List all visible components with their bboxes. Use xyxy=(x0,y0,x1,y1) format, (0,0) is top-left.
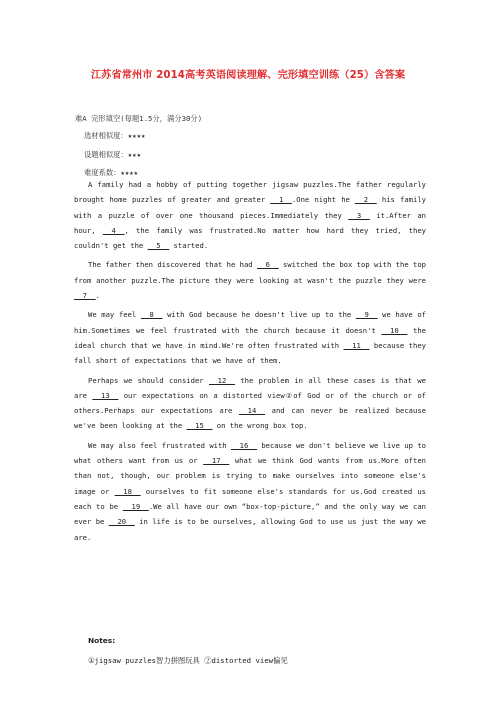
blank-20: __20__ xyxy=(108,517,135,527)
passage-text: our expectations on a distorted view②of God or of the church or of others.Perhaps our expectations are xyxy=(74,390,426,416)
blank-5: __5__ xyxy=(147,241,170,251)
blank-14: __14__ xyxy=(239,406,265,416)
passage-paragraph-5 xyxy=(74,438,426,545)
passage-paragraph-1 xyxy=(74,177,426,253)
passage-paragraph-3 xyxy=(74,307,426,368)
passage-text: ourselves to fit someone else's standards for us.God created us each to be xyxy=(74,486,426,511)
passage-text: We may feel xyxy=(88,310,141,320)
passage-text: the ideal church that we have in mind.We're often frustrated with xyxy=(74,325,426,350)
blank-12: __12__ xyxy=(208,375,235,385)
material-similarity-label: 选材相似度：★★★★ xyxy=(84,131,146,140)
blank-7: __7__ xyxy=(74,291,96,301)
passage-text: what we think God wants from us.More often than not, though, our problem is trying to make ourselves into someone else's image or xyxy=(74,456,426,496)
notes-line: ①jigsaw puzzles智力拼图玩具 ②distorted view偏见 xyxy=(88,656,288,665)
passage-text: , the family was frustrated.No matter how hard they tried, they couldn't get the xyxy=(74,225,426,251)
blank-8: __8__ xyxy=(140,310,163,320)
passage-text: . xyxy=(95,291,100,301)
blank-17: __17__ xyxy=(203,456,230,466)
section-heading: 难A 完形填空(每题1.5分，满分30分) xyxy=(75,114,203,123)
passage-text: A family had a hobby of putting together jigsaw puzzles.The father regularly brought home puzzles of greater and greater xyxy=(74,180,426,205)
passage-text: and can never be realized because we've been looking at the xyxy=(74,406,426,431)
blank-18: __18__ xyxy=(114,486,141,496)
blank-9: __9__ xyxy=(355,310,378,320)
passage-text: we have of him.Sometimes we feel frustrated with the church because it doesn't xyxy=(74,310,426,335)
blank-19: __19__ xyxy=(122,501,149,511)
passage-text: his family with a puzzle of over one thousand pieces.Immediately they xyxy=(74,195,426,220)
question-similarity-label: 设题相似度：★★★ xyxy=(84,150,141,159)
passage-text: switched the box top with the top from another puzzle.The picture they were looking at wasn't the puzzle they were xyxy=(74,260,426,285)
blank-4: __4__ xyxy=(102,225,125,235)
passage-text: The father then discovered that he had xyxy=(88,260,257,270)
passage-text: in life is to be ourselves, allowing God to use us just the way we are. xyxy=(74,517,426,542)
blank-10: __10__ xyxy=(381,325,408,335)
blank-6: __6__ xyxy=(257,260,279,270)
blank-15: __15__ xyxy=(186,421,213,431)
blank-2: __2__ xyxy=(355,195,377,205)
difficulty-label: 难度系数：★★★★ xyxy=(84,168,139,177)
passage-paragraph-4 xyxy=(74,373,426,434)
passage xyxy=(74,177,426,545)
blank-3: __3__ xyxy=(348,210,370,220)
passage-text: because we don't believe we live up to what others want from us or xyxy=(74,440,426,466)
passage-text: We may also feel frustrated with xyxy=(88,440,231,450)
passage-text: Perhaps we should consider xyxy=(88,375,209,385)
passage-text: .We all have our own “box-top-picture,” and the only way we can ever be xyxy=(74,501,426,527)
blank-13: __13__ xyxy=(92,390,119,400)
passage-text: the problem in all these cases is that we are xyxy=(74,375,427,400)
blank-11: __11__ xyxy=(343,340,370,350)
document-title: 江苏省常州市 2014高考英语阅读理解、完形填空训练（25）含答案 xyxy=(90,70,406,81)
passage-text: on the wrong box top. xyxy=(212,421,308,431)
passage-text: with God because he doesn't live up to the xyxy=(162,310,356,320)
notes-heading: Notes: xyxy=(88,636,116,645)
blank-16: __16__ xyxy=(231,440,257,450)
passage-text: started. xyxy=(169,241,209,251)
passage-text: because they fall short of expectations that we have of them. xyxy=(74,340,426,366)
passage-paragraph-2 xyxy=(74,257,426,303)
blank-1: __1__ xyxy=(270,195,292,205)
passage-text: it.After an hour, xyxy=(74,210,426,235)
passage-text: .One night he xyxy=(291,195,356,205)
